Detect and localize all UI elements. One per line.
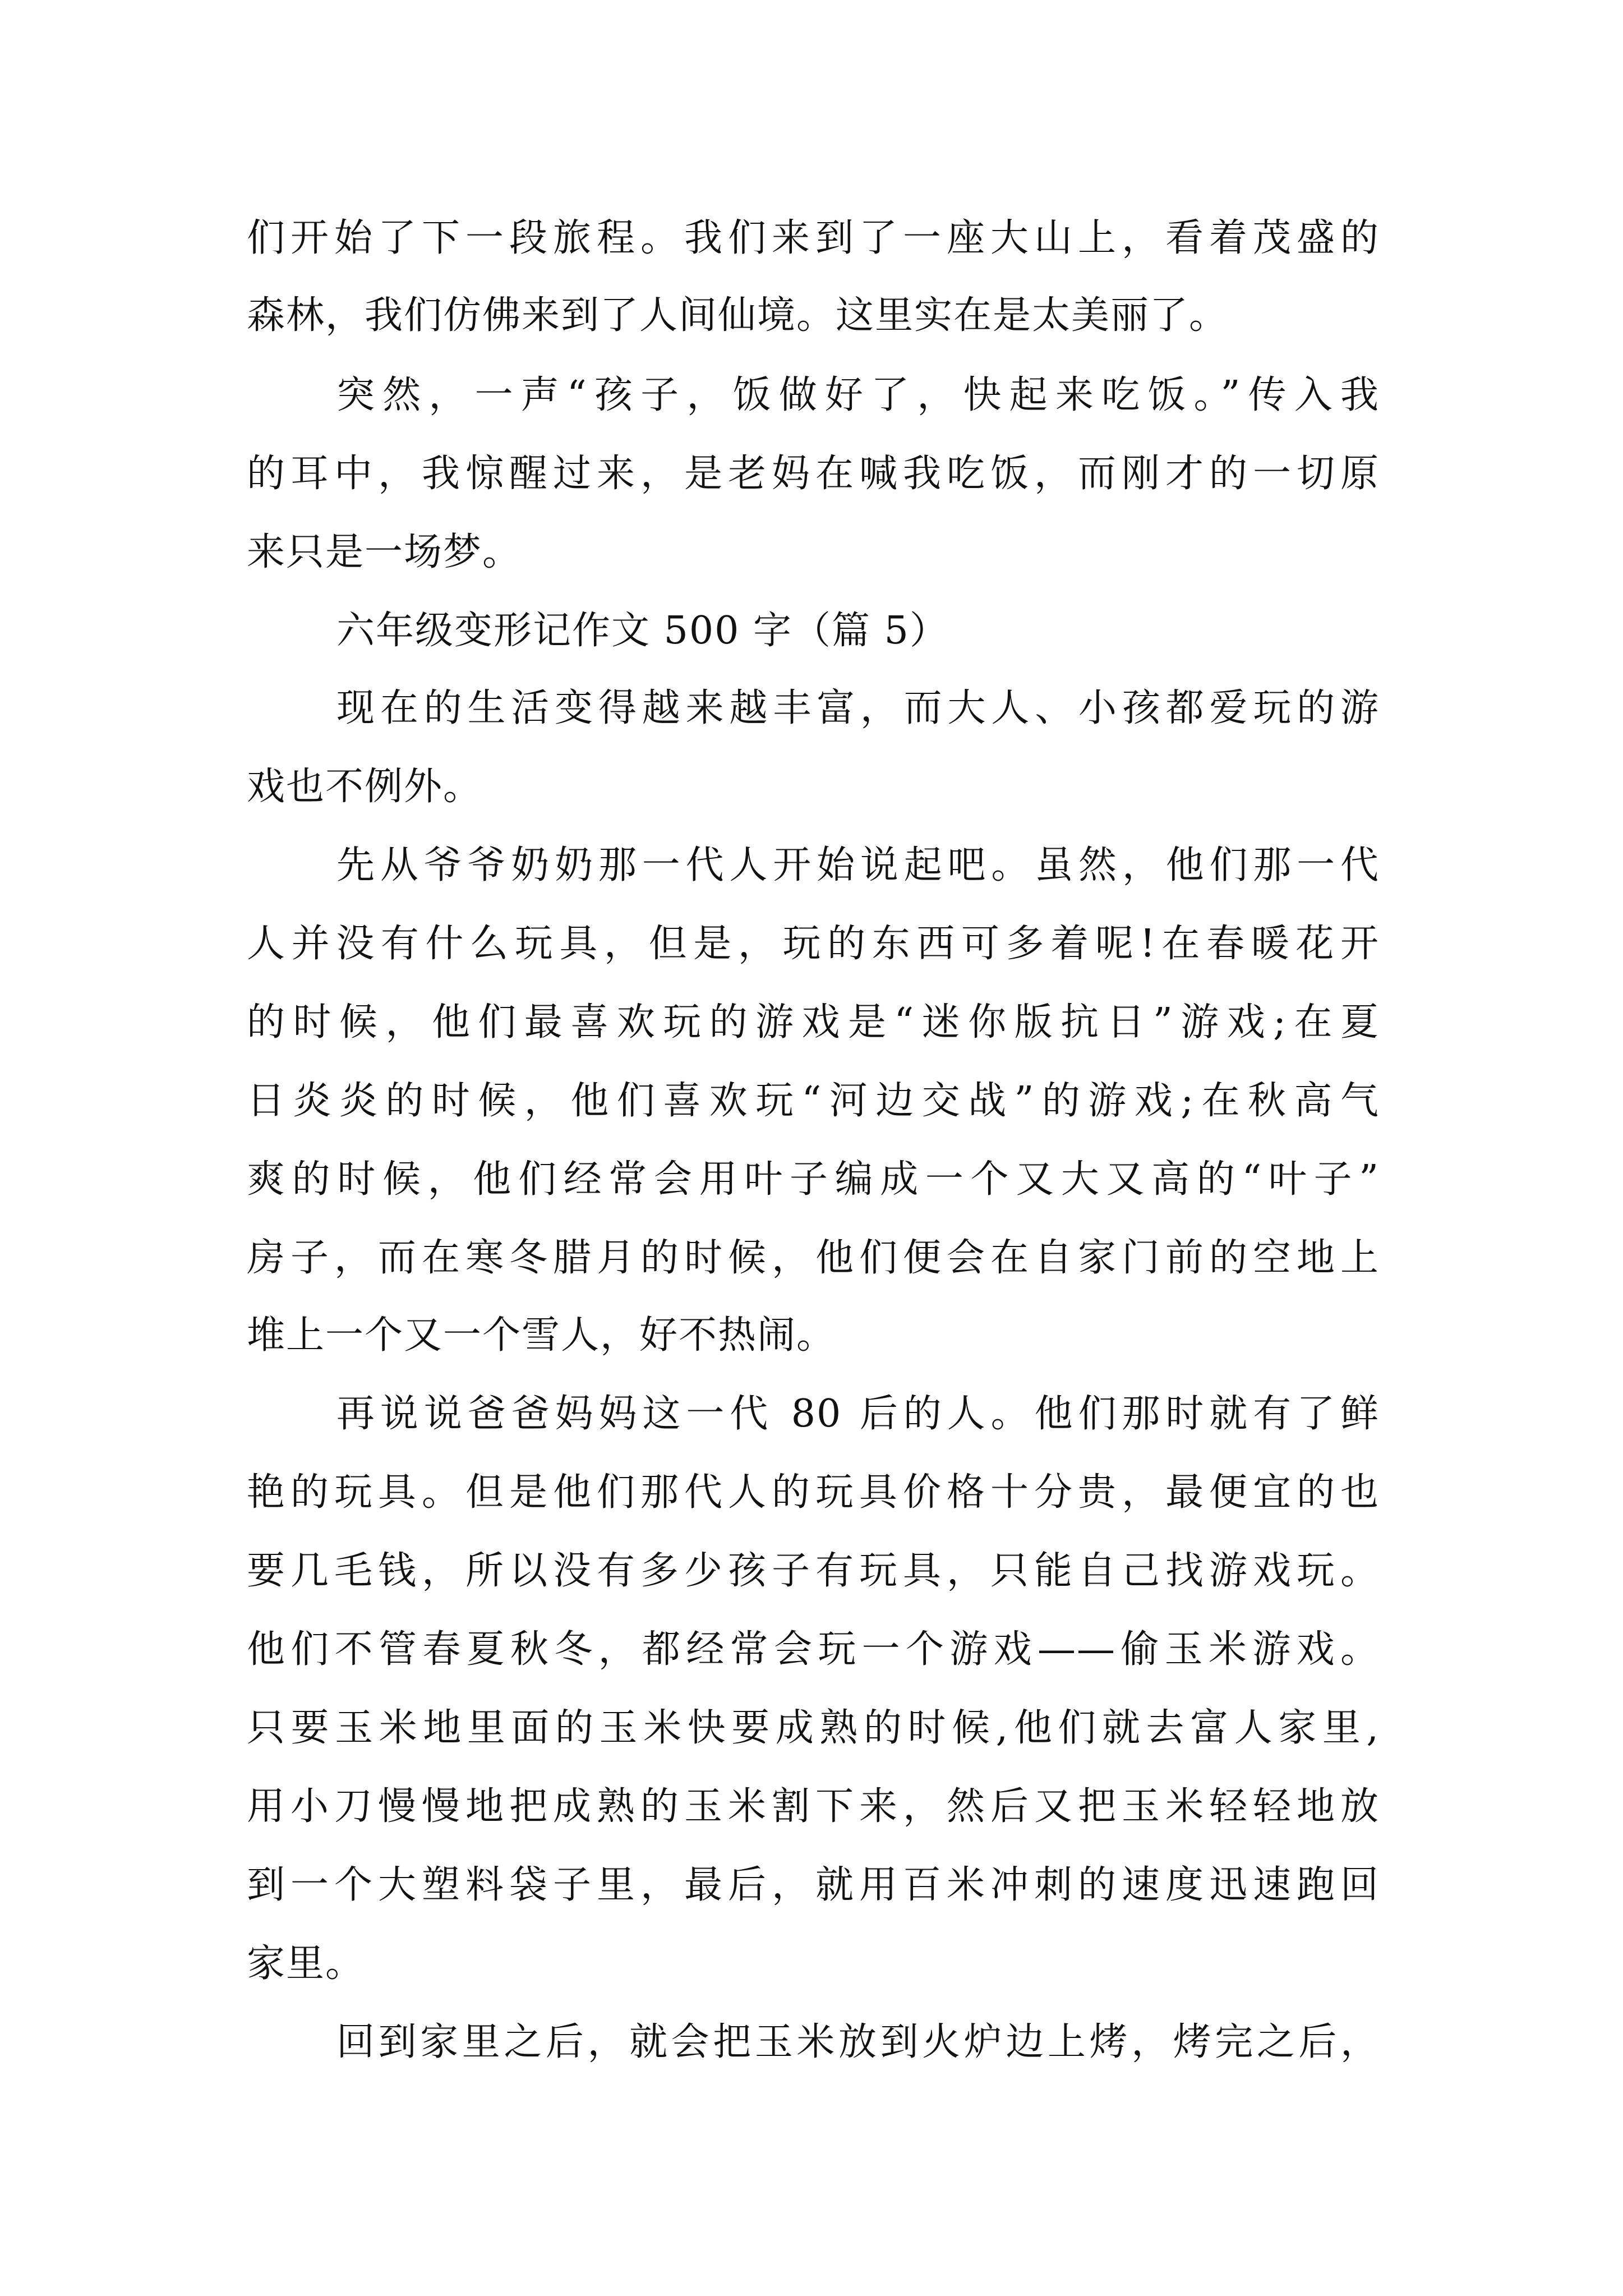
text-line: 用小刀慢慢地把成熟的玉米割下来，然后又把玉米轻轻地放	[247, 1784, 1380, 1829]
text-line: 戏也不例外。	[247, 765, 483, 809]
text-line: 森林，我们仿佛来到了人间仙境。这里实在是太美丽了。	[247, 293, 1229, 338]
text-line: 只要玉米地里面的玉米快要成熟的时候,他们就去富人家里,	[247, 1706, 1380, 1750]
text-line: 家里。	[247, 1941, 365, 1986]
text-line: 艳的玩具。但是他们那代人的玩具价格十分贵，最便宜的也	[247, 1470, 1380, 1515]
text-line: 他们不管春夏秋冬，都经常会玩一个游戏——偷玉米游戏。	[247, 1627, 1380, 1672]
paragraph-first-line: 现在的生活变得越来越丰富，而大人、小孩都爱玩的游	[336, 686, 1380, 730]
text-line: 爽的时候，他们经常会用叶子编成一个又大又高的“叶子”	[247, 1157, 1380, 1202]
text-line: 人并没有什么玩具，但是，玩的东西可多着呢!在春暖花开	[247, 922, 1380, 966]
paragraph-first-line: 突然，一声“孩子，饭做好了，快起来吃饭。”传入我	[336, 373, 1380, 417]
text-line: 们开始了下一段旅程。我们来到了一座大山上，看着茂盛的	[247, 216, 1380, 260]
text-line: 来只是一场梦。	[247, 530, 522, 574]
paragraph-first-line: 先从爷爷奶奶那一代人开始说起吧。虽然，他们那一代	[336, 843, 1380, 887]
text-line: 日炎炎的时候，他们喜欢玩“河边交战”的游戏;在秋高气	[247, 1079, 1380, 1123]
text-line: 的时候，他们最喜欢玩的游戏是“迷你版抗日”游戏;在夏	[247, 1000, 1380, 1045]
text-line: 到一个大塑料袋子里，最后，就用百米冲刺的速度迅速跑回	[247, 1863, 1380, 1907]
text-line: 的耳中，我惊醒过来，是老妈在喊我吃饭，而刚才的一切原	[247, 452, 1380, 496]
text-line: 房子，而在寒冬腊月的时候，他们便会在自家门前的空地上	[247, 1236, 1380, 1280]
paragraph-first-line: 回到家里之后，就会把玉米放到火炉边上烤，烤完之后，	[336, 2020, 1380, 2064]
text-line: 堆上一个又一个雪人，好不热闹。	[247, 1313, 836, 1358]
paragraph-first-line: 再说说爸爸妈妈这一代 80 后的人。他们那时就有了鲜	[336, 1392, 1380, 1436]
text-line: 要几毛钱，所以没有多少孩子有玩具，只能自己找游戏玩。	[247, 1549, 1380, 1593]
section-heading: 六年级变形记作文 500 字（篇 5）	[336, 609, 949, 653]
